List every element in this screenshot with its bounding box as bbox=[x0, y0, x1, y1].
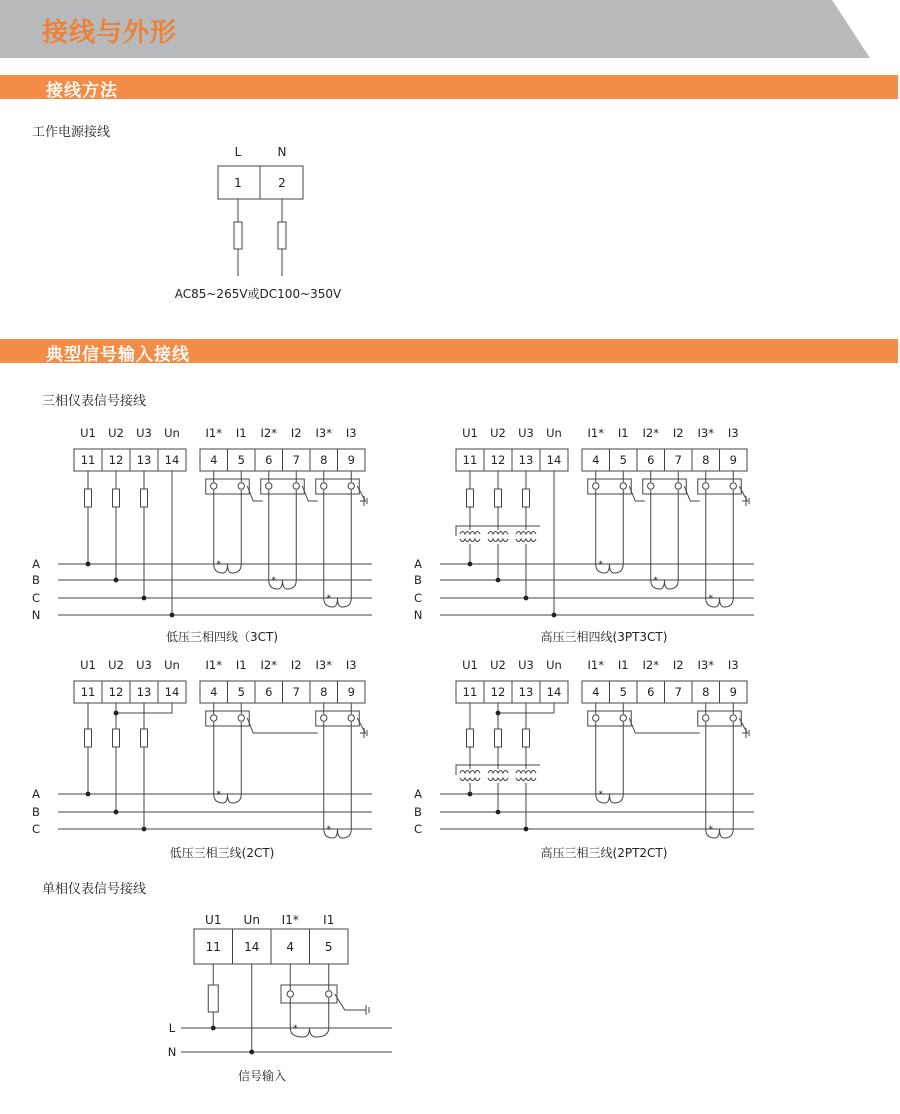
single-terminal-label: 5 bbox=[324, 940, 333, 954]
single-fuse bbox=[208, 985, 218, 1012]
voltage-terminal-label: 12 bbox=[490, 685, 506, 699]
terminal-header-u1: U1 bbox=[462, 426, 478, 440]
terminal-header-i3-star: I3* bbox=[315, 658, 332, 672]
phase-label-c: C bbox=[413, 591, 423, 605]
polarity-mark: * bbox=[326, 825, 331, 835]
voltage-terminal-label: 11 bbox=[462, 685, 478, 699]
terminal-header-i1-star: I1* bbox=[205, 426, 222, 440]
polarity-mark: * bbox=[598, 560, 603, 570]
power-terminal-1-label: 1 bbox=[234, 176, 242, 190]
single-line-label-n: N bbox=[167, 1045, 177, 1059]
phase-label-b: B bbox=[414, 573, 422, 587]
phase-label-n: N bbox=[413, 608, 423, 622]
diagram-caption: 低压三相四线（3CT) bbox=[165, 630, 279, 644]
current-terminal-label: 5 bbox=[619, 453, 627, 467]
terminal-header-i1-star: I1* bbox=[587, 426, 604, 440]
terminal-header-i3-star: I3* bbox=[697, 658, 714, 672]
terminal-header-i3: I3 bbox=[727, 426, 739, 440]
terminal-header-i3-star: I3* bbox=[315, 426, 332, 440]
polarity-mark: * bbox=[216, 790, 221, 800]
current-terminal-label: 4 bbox=[592, 685, 600, 699]
diagram-caption: 低压三相三线(2CT) bbox=[169, 846, 275, 860]
diagram-caption: 高压三相四线(3PT3CT) bbox=[540, 630, 668, 644]
terminal-header-i2-star: I2* bbox=[260, 426, 277, 440]
terminal-header-i1: I1 bbox=[235, 426, 247, 440]
voltage-terminal-label: 13 bbox=[518, 685, 534, 699]
single-terminal-ring bbox=[326, 991, 332, 997]
single-phase-subtitle: 单相仪表信号接线 bbox=[42, 882, 147, 897]
polarity-mark: * bbox=[653, 576, 658, 586]
single-terminal-label: 11 bbox=[205, 940, 221, 954]
terminal-header-u3: U3 bbox=[518, 658, 534, 672]
power-subtitle: 工作电源接线 bbox=[32, 125, 111, 140]
terminal-header-i1-star: I1* bbox=[205, 658, 222, 672]
current-terminal-label: 7 bbox=[674, 453, 682, 467]
terminal-header-un: Un bbox=[164, 426, 180, 440]
current-terminal-label: 9 bbox=[347, 685, 355, 699]
phase-label-c: C bbox=[413, 822, 423, 836]
terminal-header-i3: I3 bbox=[345, 426, 357, 440]
polarity-mark: * bbox=[326, 594, 331, 604]
single-terminal-label: 14 bbox=[244, 940, 260, 954]
terminal-header-i1: I1 bbox=[617, 658, 629, 672]
phase-label-a: A bbox=[414, 557, 422, 571]
terminal-header-i3: I3 bbox=[727, 658, 739, 672]
terminal-header-i2: I2 bbox=[672, 426, 684, 440]
polarity-mark: * bbox=[293, 1024, 298, 1034]
single-ground-wire bbox=[335, 994, 362, 1010]
section-title-wiring-method: 接线方法 bbox=[46, 81, 118, 101]
current-terminal-label: 7 bbox=[292, 453, 300, 467]
voltage-terminal-label: 12 bbox=[490, 453, 506, 467]
single-header-un: Un bbox=[243, 913, 260, 927]
three-phase-subtitle: 三相仪表信号接线 bbox=[42, 394, 147, 409]
terminal-header-i2: I2 bbox=[290, 426, 302, 440]
current-terminal-label: 5 bbox=[237, 685, 245, 699]
current-terminal-label: 6 bbox=[265, 685, 273, 699]
terminal-header-i2: I2 bbox=[672, 658, 684, 672]
terminal-header-u1: U1 bbox=[462, 658, 478, 672]
polarity-mark: * bbox=[708, 825, 713, 835]
current-terminal-label: 4 bbox=[592, 453, 600, 467]
current-terminal-label: 7 bbox=[292, 685, 300, 699]
phase-label-a: A bbox=[32, 787, 40, 801]
polarity-mark: * bbox=[598, 790, 603, 800]
current-terminal-label: 4 bbox=[210, 453, 218, 467]
phase-label-a: A bbox=[32, 557, 40, 571]
terminal-header-i1: I1 bbox=[235, 658, 247, 672]
terminal-header-i2-star: I2* bbox=[260, 658, 277, 672]
power-terminal-2-label: 2 bbox=[278, 176, 286, 190]
terminal-header-i1: I1 bbox=[617, 426, 629, 440]
phase-label-c: C bbox=[31, 822, 41, 836]
polarity-mark: * bbox=[271, 576, 276, 586]
single-caption: 信号输入 bbox=[237, 1069, 287, 1083]
terminal-header-u3: U3 bbox=[518, 426, 534, 440]
voltage-terminal-label: 13 bbox=[136, 685, 152, 699]
voltage-terminal-label: 13 bbox=[136, 453, 152, 467]
terminal-header-u3: U3 bbox=[136, 658, 152, 672]
diagram-caption: 高压三相三线(2PT2CT) bbox=[540, 846, 668, 860]
power-supply-spec: AC85~265V或DC100~350V bbox=[174, 287, 342, 301]
phase-label-b: B bbox=[414, 805, 422, 819]
current-terminal-label: 9 bbox=[729, 685, 737, 699]
current-terminal-label: 9 bbox=[347, 453, 355, 467]
terminal-header-un: Un bbox=[546, 658, 562, 672]
section-title-signal-input: 典型信号输入接线 bbox=[46, 345, 190, 365]
voltage-terminal-label: 14 bbox=[164, 685, 180, 699]
single-header-i1: I1 bbox=[323, 913, 335, 927]
current-terminal-label: 5 bbox=[237, 453, 245, 467]
current-terminal-label: 8 bbox=[320, 453, 328, 467]
voltage-terminal-label: 11 bbox=[462, 453, 478, 467]
phase-label-b: B bbox=[32, 805, 40, 819]
polarity-mark: * bbox=[708, 594, 713, 604]
junction-dot bbox=[211, 1026, 216, 1031]
current-terminal-label: 6 bbox=[647, 685, 655, 699]
voltage-terminal-label: 12 bbox=[108, 453, 124, 467]
phase-label-n: N bbox=[31, 608, 41, 622]
junction-dot bbox=[249, 1050, 254, 1055]
polarity-mark: * bbox=[216, 560, 221, 570]
single-terminal-ring bbox=[287, 991, 293, 997]
terminal-header-un: Un bbox=[164, 658, 180, 672]
phase-label-a: A bbox=[414, 787, 422, 801]
terminal-header-i3: I3 bbox=[345, 658, 357, 672]
terminal-header-u1: U1 bbox=[80, 426, 96, 440]
current-terminal-label: 7 bbox=[674, 685, 682, 699]
terminal-header-u2: U2 bbox=[490, 426, 506, 440]
terminal-header-un: Un bbox=[546, 426, 562, 440]
terminal-header-u3: U3 bbox=[136, 426, 152, 440]
voltage-terminal-label: 13 bbox=[518, 453, 534, 467]
current-terminal-label: 8 bbox=[320, 685, 328, 699]
terminal-header-i3-star: I3* bbox=[697, 426, 714, 440]
voltage-terminal-label: 14 bbox=[546, 685, 562, 699]
current-terminal-label: 8 bbox=[702, 685, 710, 699]
page-title: 接线与外形 bbox=[42, 18, 178, 48]
terminal-header-u2: U2 bbox=[108, 658, 124, 672]
voltage-terminal-label: 14 bbox=[164, 453, 180, 467]
single-terminal-label: 4 bbox=[286, 940, 295, 954]
current-terminal-label: 6 bbox=[647, 453, 655, 467]
terminal-header-u2: U2 bbox=[490, 658, 506, 672]
current-terminal-label: 6 bbox=[265, 453, 273, 467]
phase-label-b: B bbox=[32, 573, 40, 587]
phase-label-c: C bbox=[31, 591, 41, 605]
voltage-terminal-label: 11 bbox=[80, 453, 96, 467]
terminal-header-i1-star: I1* bbox=[587, 658, 604, 672]
current-terminal-label: 4 bbox=[210, 685, 218, 699]
terminal-header-i2: I2 bbox=[290, 658, 302, 672]
power-label-l: L bbox=[234, 145, 242, 159]
terminal-header-u1: U1 bbox=[80, 658, 96, 672]
voltage-terminal-label: 14 bbox=[546, 453, 562, 467]
current-terminal-label: 5 bbox=[619, 685, 627, 699]
voltage-terminal-label: 12 bbox=[108, 685, 124, 699]
current-terminal-label: 8 bbox=[702, 453, 710, 467]
terminal-header-u2: U2 bbox=[108, 426, 124, 440]
voltage-terminal-label: 11 bbox=[80, 685, 96, 699]
current-terminal-label: 9 bbox=[729, 453, 737, 467]
terminal-header-i2-star: I2* bbox=[642, 658, 659, 672]
terminal-header-i2-star: I2* bbox=[642, 426, 659, 440]
power-label-n: N bbox=[277, 145, 287, 159]
single-header-u1: U1 bbox=[205, 913, 222, 927]
single-header-i1-star: I1* bbox=[281, 913, 299, 927]
single-line-label-l: L bbox=[168, 1021, 176, 1035]
